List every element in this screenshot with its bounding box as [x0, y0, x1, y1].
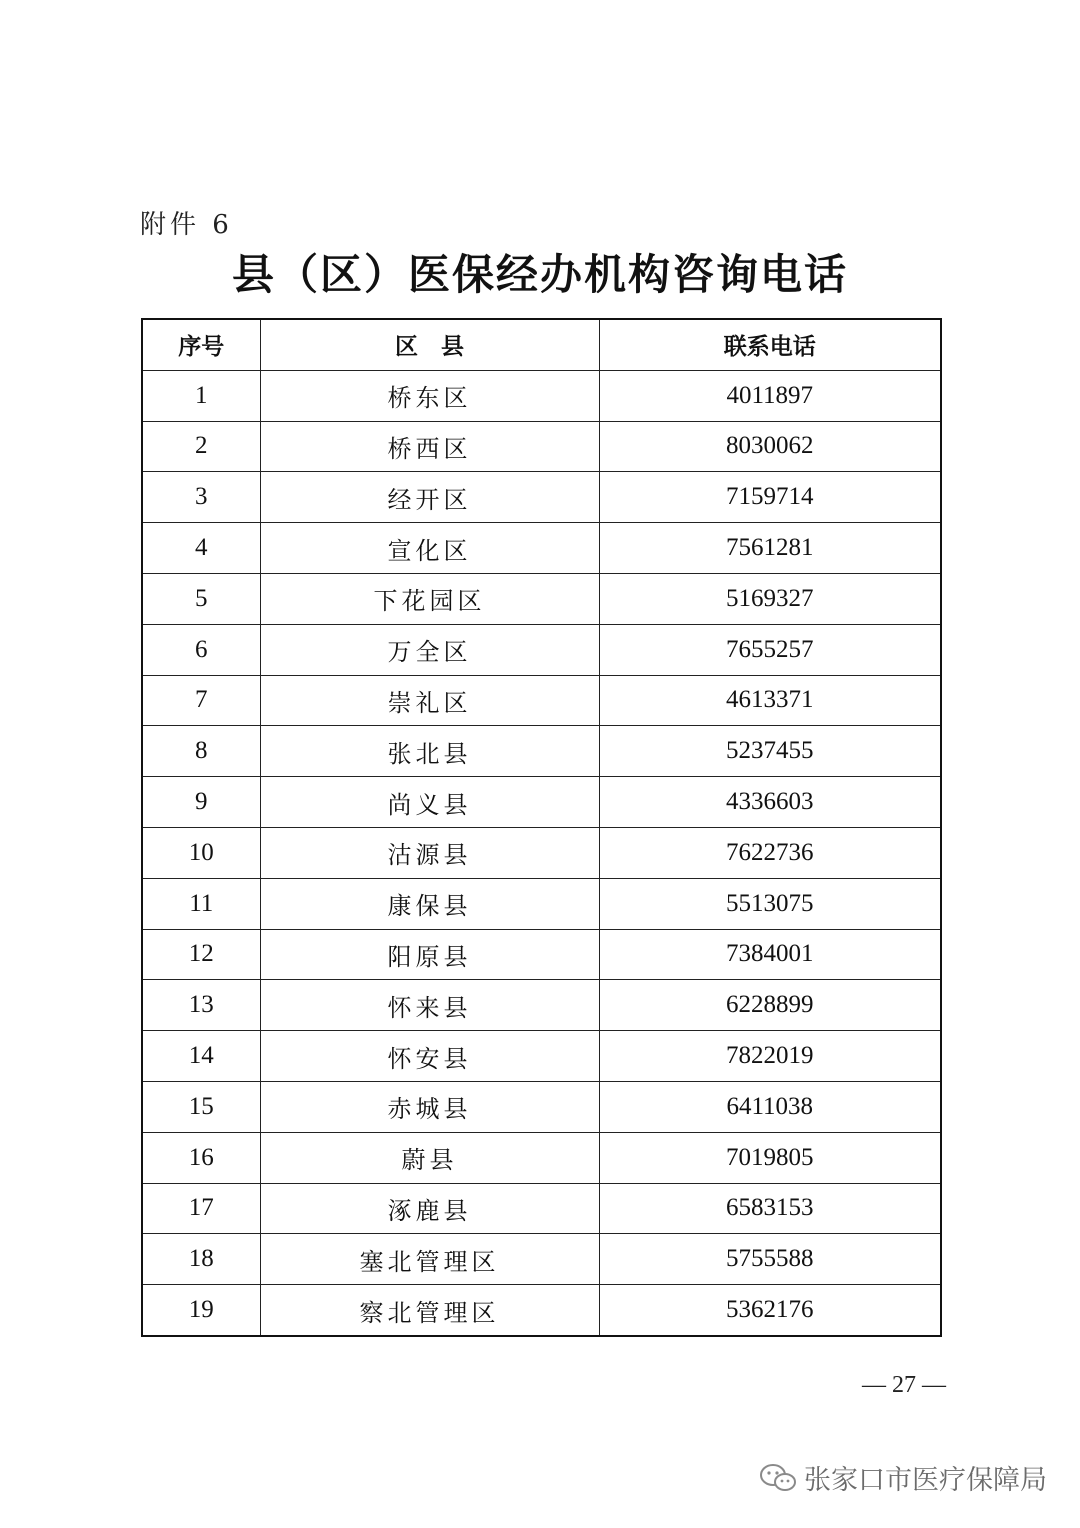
- row-phone: 7822019: [599, 1031, 941, 1082]
- row-number: 4: [142, 523, 260, 574]
- row-phone: 7622736: [599, 827, 941, 878]
- table-row: [142, 1081, 941, 1132]
- row-number: 3: [142, 472, 260, 523]
- row-district: 经开区: [260, 472, 599, 523]
- row-phone: 6583153: [599, 1183, 941, 1234]
- row-district: 万全区: [260, 624, 599, 675]
- document-title: 县（区）医保经办机构咨询电话: [231, 250, 848, 299]
- row-district: 康保县: [260, 878, 599, 929]
- row-district: 怀安县: [260, 1031, 599, 1082]
- table-row: [142, 878, 941, 929]
- row-number: 19: [142, 1285, 260, 1336]
- row-phone: 8030062: [599, 421, 941, 472]
- row-phone: 5237455: [599, 726, 941, 777]
- row-number: 16: [142, 1132, 260, 1183]
- row-district: 涿鹿县: [260, 1183, 599, 1234]
- row-district: 阳原县: [260, 929, 599, 980]
- row-district: 怀来县: [260, 980, 599, 1031]
- row-phone: 5513075: [599, 878, 941, 929]
- row-phone: 6411038: [599, 1081, 941, 1132]
- header-district: 区 县: [260, 319, 599, 370]
- row-phone: 5169327: [599, 573, 941, 624]
- table-row: [142, 1132, 941, 1183]
- table-row: [142, 370, 941, 421]
- row-number: 11: [142, 878, 260, 929]
- row-phone: 4011897: [599, 370, 941, 421]
- row-number: 10: [142, 827, 260, 878]
- row-district: 桥西区: [260, 421, 599, 472]
- table-row: [142, 472, 941, 523]
- row-district: 宣化区: [260, 523, 599, 574]
- wechat-icon: [758, 1462, 798, 1494]
- table-row: [142, 421, 941, 472]
- row-number: 6: [142, 624, 260, 675]
- watermark-text: 张家口市医疗保障局: [804, 1465, 1047, 1496]
- row-phone: 6228899: [599, 980, 941, 1031]
- table-row: [142, 624, 941, 675]
- table-row: [142, 1285, 941, 1336]
- watermark: [758, 1458, 1047, 1497]
- table-row: [142, 523, 941, 574]
- row-number: 17: [142, 1183, 260, 1234]
- table-row: [142, 1234, 941, 1285]
- table-row: [142, 827, 941, 878]
- row-number: 9: [142, 777, 260, 828]
- row-district: 尚义县: [260, 777, 599, 828]
- row-number: 13: [142, 980, 260, 1031]
- row-phone: 4336603: [599, 777, 941, 828]
- row-number: 5: [142, 573, 260, 624]
- attachment-label: 附件 6: [140, 210, 233, 240]
- row-number: 15: [142, 1081, 260, 1132]
- table-row: [142, 675, 941, 726]
- row-district: 桥东区: [260, 370, 599, 421]
- row-phone: 7159714: [599, 472, 941, 523]
- table-row: [142, 777, 941, 828]
- row-phone: 7019805: [599, 1132, 941, 1183]
- row-district: 赤城县: [260, 1081, 599, 1132]
- row-number: 2: [142, 421, 260, 472]
- row-district: 蔚县: [260, 1132, 599, 1183]
- row-number: 8: [142, 726, 260, 777]
- row-district: 崇礼区: [260, 675, 599, 726]
- table-row: [142, 980, 941, 1031]
- row-district: 下花园区: [260, 573, 599, 624]
- row-number: 7: [142, 675, 260, 726]
- table-row: [142, 726, 941, 777]
- header-phone: 联系电话: [599, 319, 941, 370]
- header-number: 序号: [142, 319, 260, 370]
- table-header-row: [142, 319, 941, 370]
- table-row: [142, 573, 941, 624]
- row-district: 张北县: [260, 726, 599, 777]
- row-district: 察北管理区: [260, 1285, 599, 1336]
- row-number: 12: [142, 929, 260, 980]
- row-number: 18: [142, 1234, 260, 1285]
- table-row: [142, 1031, 941, 1082]
- table-row: [142, 1183, 941, 1234]
- table-row: [142, 929, 941, 980]
- row-number: 14: [142, 1031, 260, 1082]
- row-phone: 7561281: [599, 523, 941, 574]
- row-phone: 7384001: [599, 929, 941, 980]
- row-phone: 5755588: [599, 1234, 941, 1285]
- row-number: 1: [142, 370, 260, 421]
- row-district: 沽源县: [260, 827, 599, 878]
- page-number: — 27 —: [862, 1372, 946, 1398]
- row-phone: 5362176: [599, 1285, 941, 1336]
- contacts-table: [141, 318, 942, 1337]
- row-phone: 7655257: [599, 624, 941, 675]
- row-phone: 4613371: [599, 675, 941, 726]
- row-district: 塞北管理区: [260, 1234, 599, 1285]
